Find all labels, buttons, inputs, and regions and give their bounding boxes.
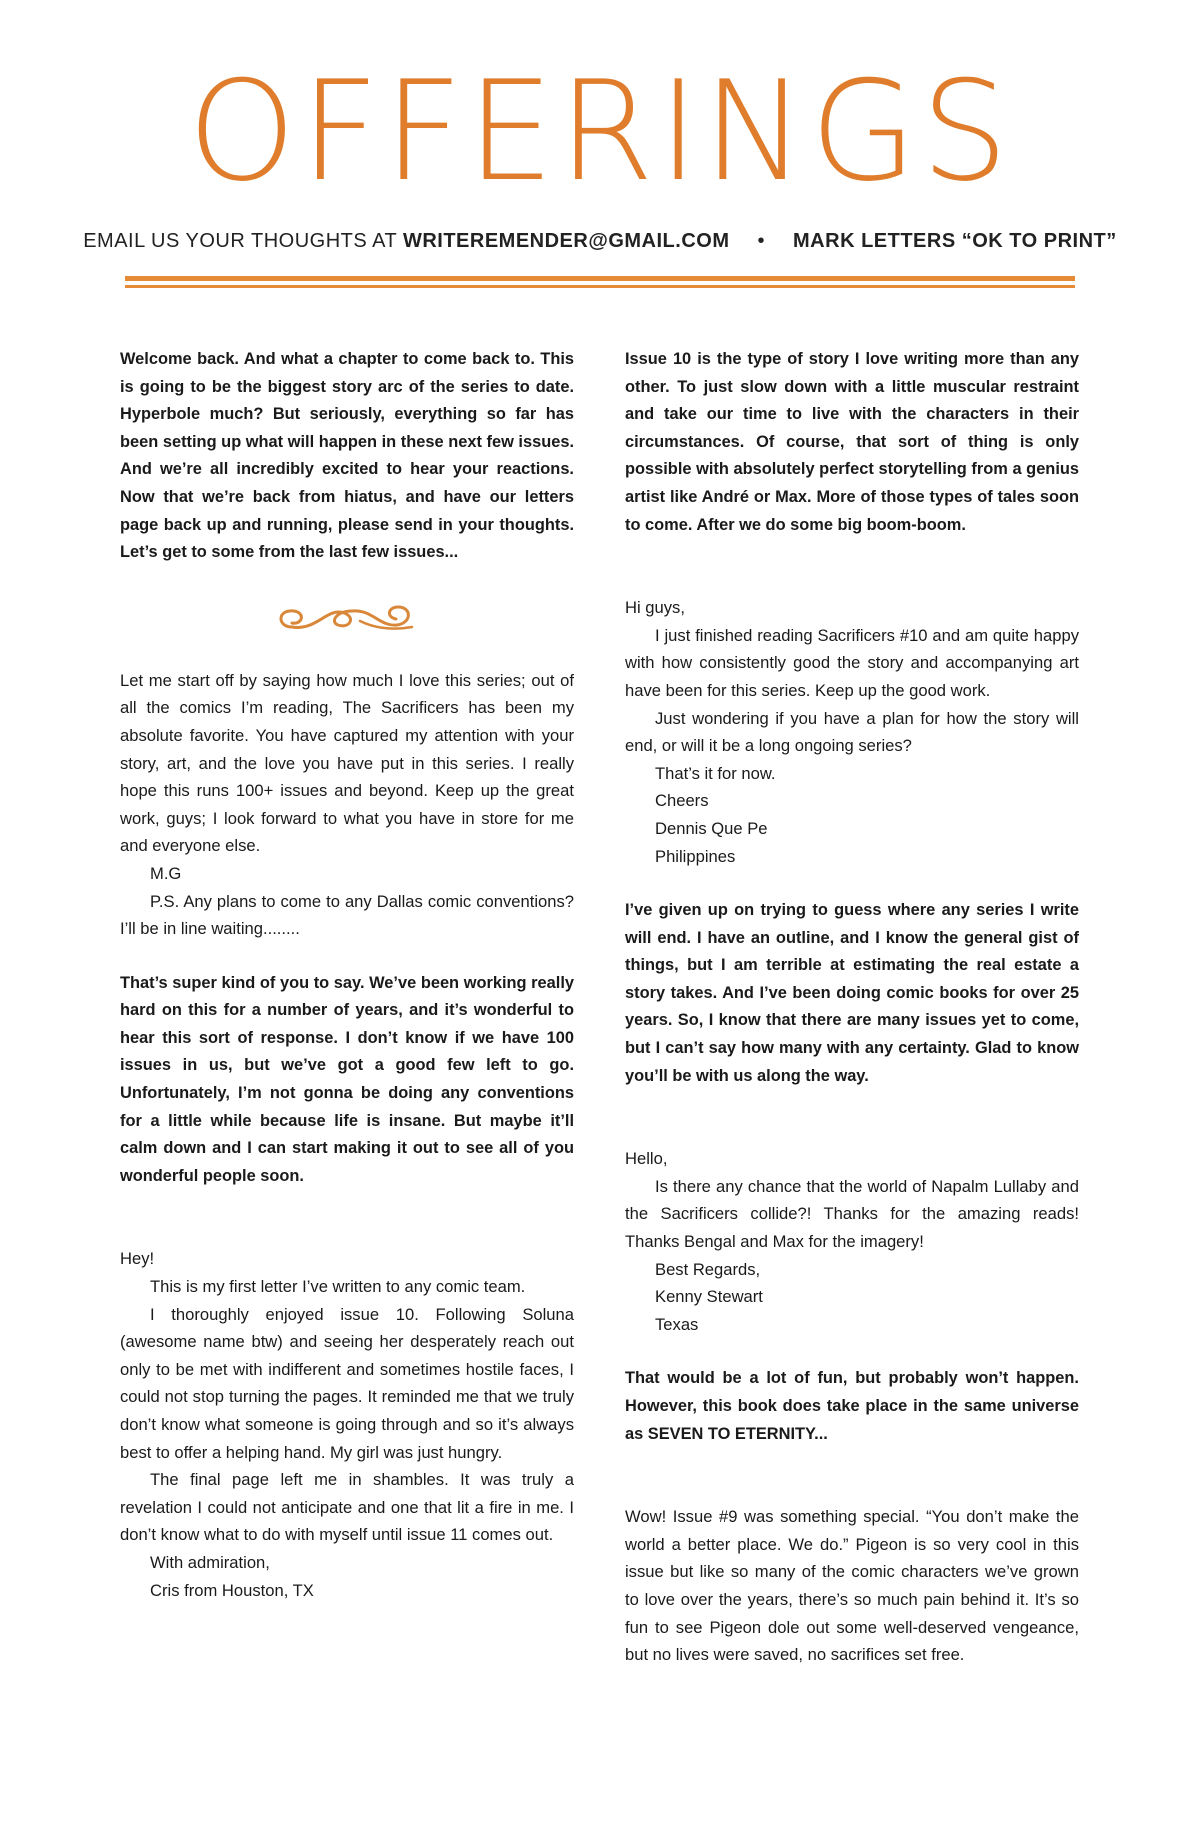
separator-bullet: • — [757, 230, 766, 252]
header-divider-top — [125, 276, 1075, 281]
email-link[interactable]: WRITEREMENDER@GMAIL.COM — [402, 230, 730, 252]
letter-dennis-p2: Just wondering if you have a plan for how the story will end, or will it be a long ongoing series? — [625, 708, 1079, 756]
letter-issue9-body: Wow! Issue #9 was something special. “You don’t make the world a better place. We do.” Pigeon is so very cool in this issue but like so many of the comic characters we’ve grown to love over the years, there’s so much pain behind it. It’s so fun to see Pigeon dole out some well-deserved vengeance, but no lives were saved, no sacrifices set free. — [625, 1507, 1079, 1665]
letter-cris-signature: Cris from Houston, TX — [150, 1580, 314, 1600]
letter-mg-body: Let me start off by saying how much I love this series; out of all the comics I’m reading, The Sacrificers has been my absolute favorite. You have captured my attention with your story, art, and the love you have put in this series. I really hope this runs 100+ issues and beyond. Keep up the great work, guys; I look forward to what you have in store for me and everyone else. — [120, 670, 574, 856]
letter-cris-closing: With admiration, — [150, 1552, 270, 1572]
letter-kenny-location: Texas — [655, 1314, 699, 1334]
submission-instructions — [0, 228, 1200, 254]
letter-kenny-p1: Is there any chance that the world of Napalm Lullaby and the Sacrificers collide?! Thanks for the amazing reads! Thanks Bengal and Max for the imagery! — [625, 1176, 1079, 1252]
left-column — [120, 346, 574, 1604]
letter-cris-p2: I thoroughly enjoyed issue 10. Following Soluna (awesome name btw) and seeing her desperately reach out only to be met with indifferent and sometimes hostile faces, I could not stop turning the pages. It reminded me that we truly don’t know what someone is going through and so it’s always best to offer a helping hand. My girl was just hungry. — [120, 1304, 574, 1462]
editor-response-kenny: That would be a lot of fun, but probably won’t happen. However, this book does take place in the same universe as SEVEN TO ETERNITY... — [625, 1369, 1079, 1443]
letter-dennis-location: Philippines — [655, 846, 736, 866]
editor-response-mg: That’s super kind of you to say. We’ve been working really hard on this for a number of years, and it’s wonderful to hear this sort of response. I don’t know if we have 100 issues in us, but we’ve got a good few left to go. Unfortunately, I’m not gonna be doing any conventions for a little while because life is insane. But maybe it’ll calm down and I can start making it out to see all of you wonderful people soon. — [120, 973, 574, 1185]
letter-kenny-closing: Best Regards, — [655, 1259, 761, 1279]
header-divider-bottom — [125, 285, 1075, 288]
letter-cris-p1: This is my first letter I’ve written to any comic team. — [150, 1277, 526, 1297]
letter-dennis-p3: That’s it for now. — [655, 763, 776, 783]
editor-response-dennis: I’ve given up on trying to guess where any series I write will end. I have an outline, and I know the general gist of things, but I am terrible at estimating the real estate a story takes. And I’ve been doing comic books for over 25 years. So, I know that there are many issues yet to come, but I can’t say how many with any certainty. Glad to know you’ll be with us along the way. — [625, 901, 1079, 1085]
letter-kenny-greeting: Hello, — [625, 1149, 668, 1169]
page-title: OFFERINGS — [187, 51, 1013, 212]
letter-dennis-p1: I just finished reading Sacrificers #10 and am quite happy with how consistently good the story and accompanying art have been for this series. Keep up the good work. — [625, 625, 1079, 700]
letter-cris-greeting: Hey! — [120, 1249, 155, 1269]
letter-kenny-name: Kenny Stewart — [655, 1287, 763, 1307]
right-column — [625, 346, 1079, 1669]
letter-dennis-name: Dennis Que Pe — [655, 818, 768, 838]
letter-mg-ps: P.S. Any plans to come to any Dallas comic conventions? I’ll be in line waiting........ — [120, 891, 574, 939]
letter-dennis-greeting: Hi guys, — [625, 598, 685, 618]
email-prefix: EMAIL US YOUR THOUGHTS AT — [83, 230, 397, 252]
letter-mg-signature: M.G — [150, 863, 182, 883]
editor-intro: Welcome back. And what a chapter to come back to. This is going to be the biggest story arc of the series to date. Hyperbole much? But seriously, everything so far has been setting up what will happen in these next few issues. And we’re all incredibly excited to hear your reactions. Now that we’re back from hiatus, and have our letters page back up and running, please send in your thoughts. Let’s get to some from the last few issues... — [120, 350, 574, 562]
editor-response-issue10: Issue 10 is the type of story I love writing more than any other. To just slow down with a little muscular restraint and take our time to live with the characters in their circumstances. Of course, that sort of thing is only possible with absolutely perfect storytelling from a genius artist like André or Max. More of those types of tales soon to come. After we do some big boom-boom. — [625, 350, 1079, 534]
letter-dennis-closing: Cheers — [655, 791, 709, 811]
scroll-ornament-icon — [272, 597, 422, 637]
print-instruction: MARK LETTERS “OK TO PRINT” — [793, 230, 1117, 252]
letter-cris-p3: The final page left me in shambles. It was truly a revelation I could not anticipate and one that lit a fire in me. I don’t know what to do with myself until issue 11 comes out. — [120, 1470, 574, 1545]
ornament — [120, 567, 574, 667]
